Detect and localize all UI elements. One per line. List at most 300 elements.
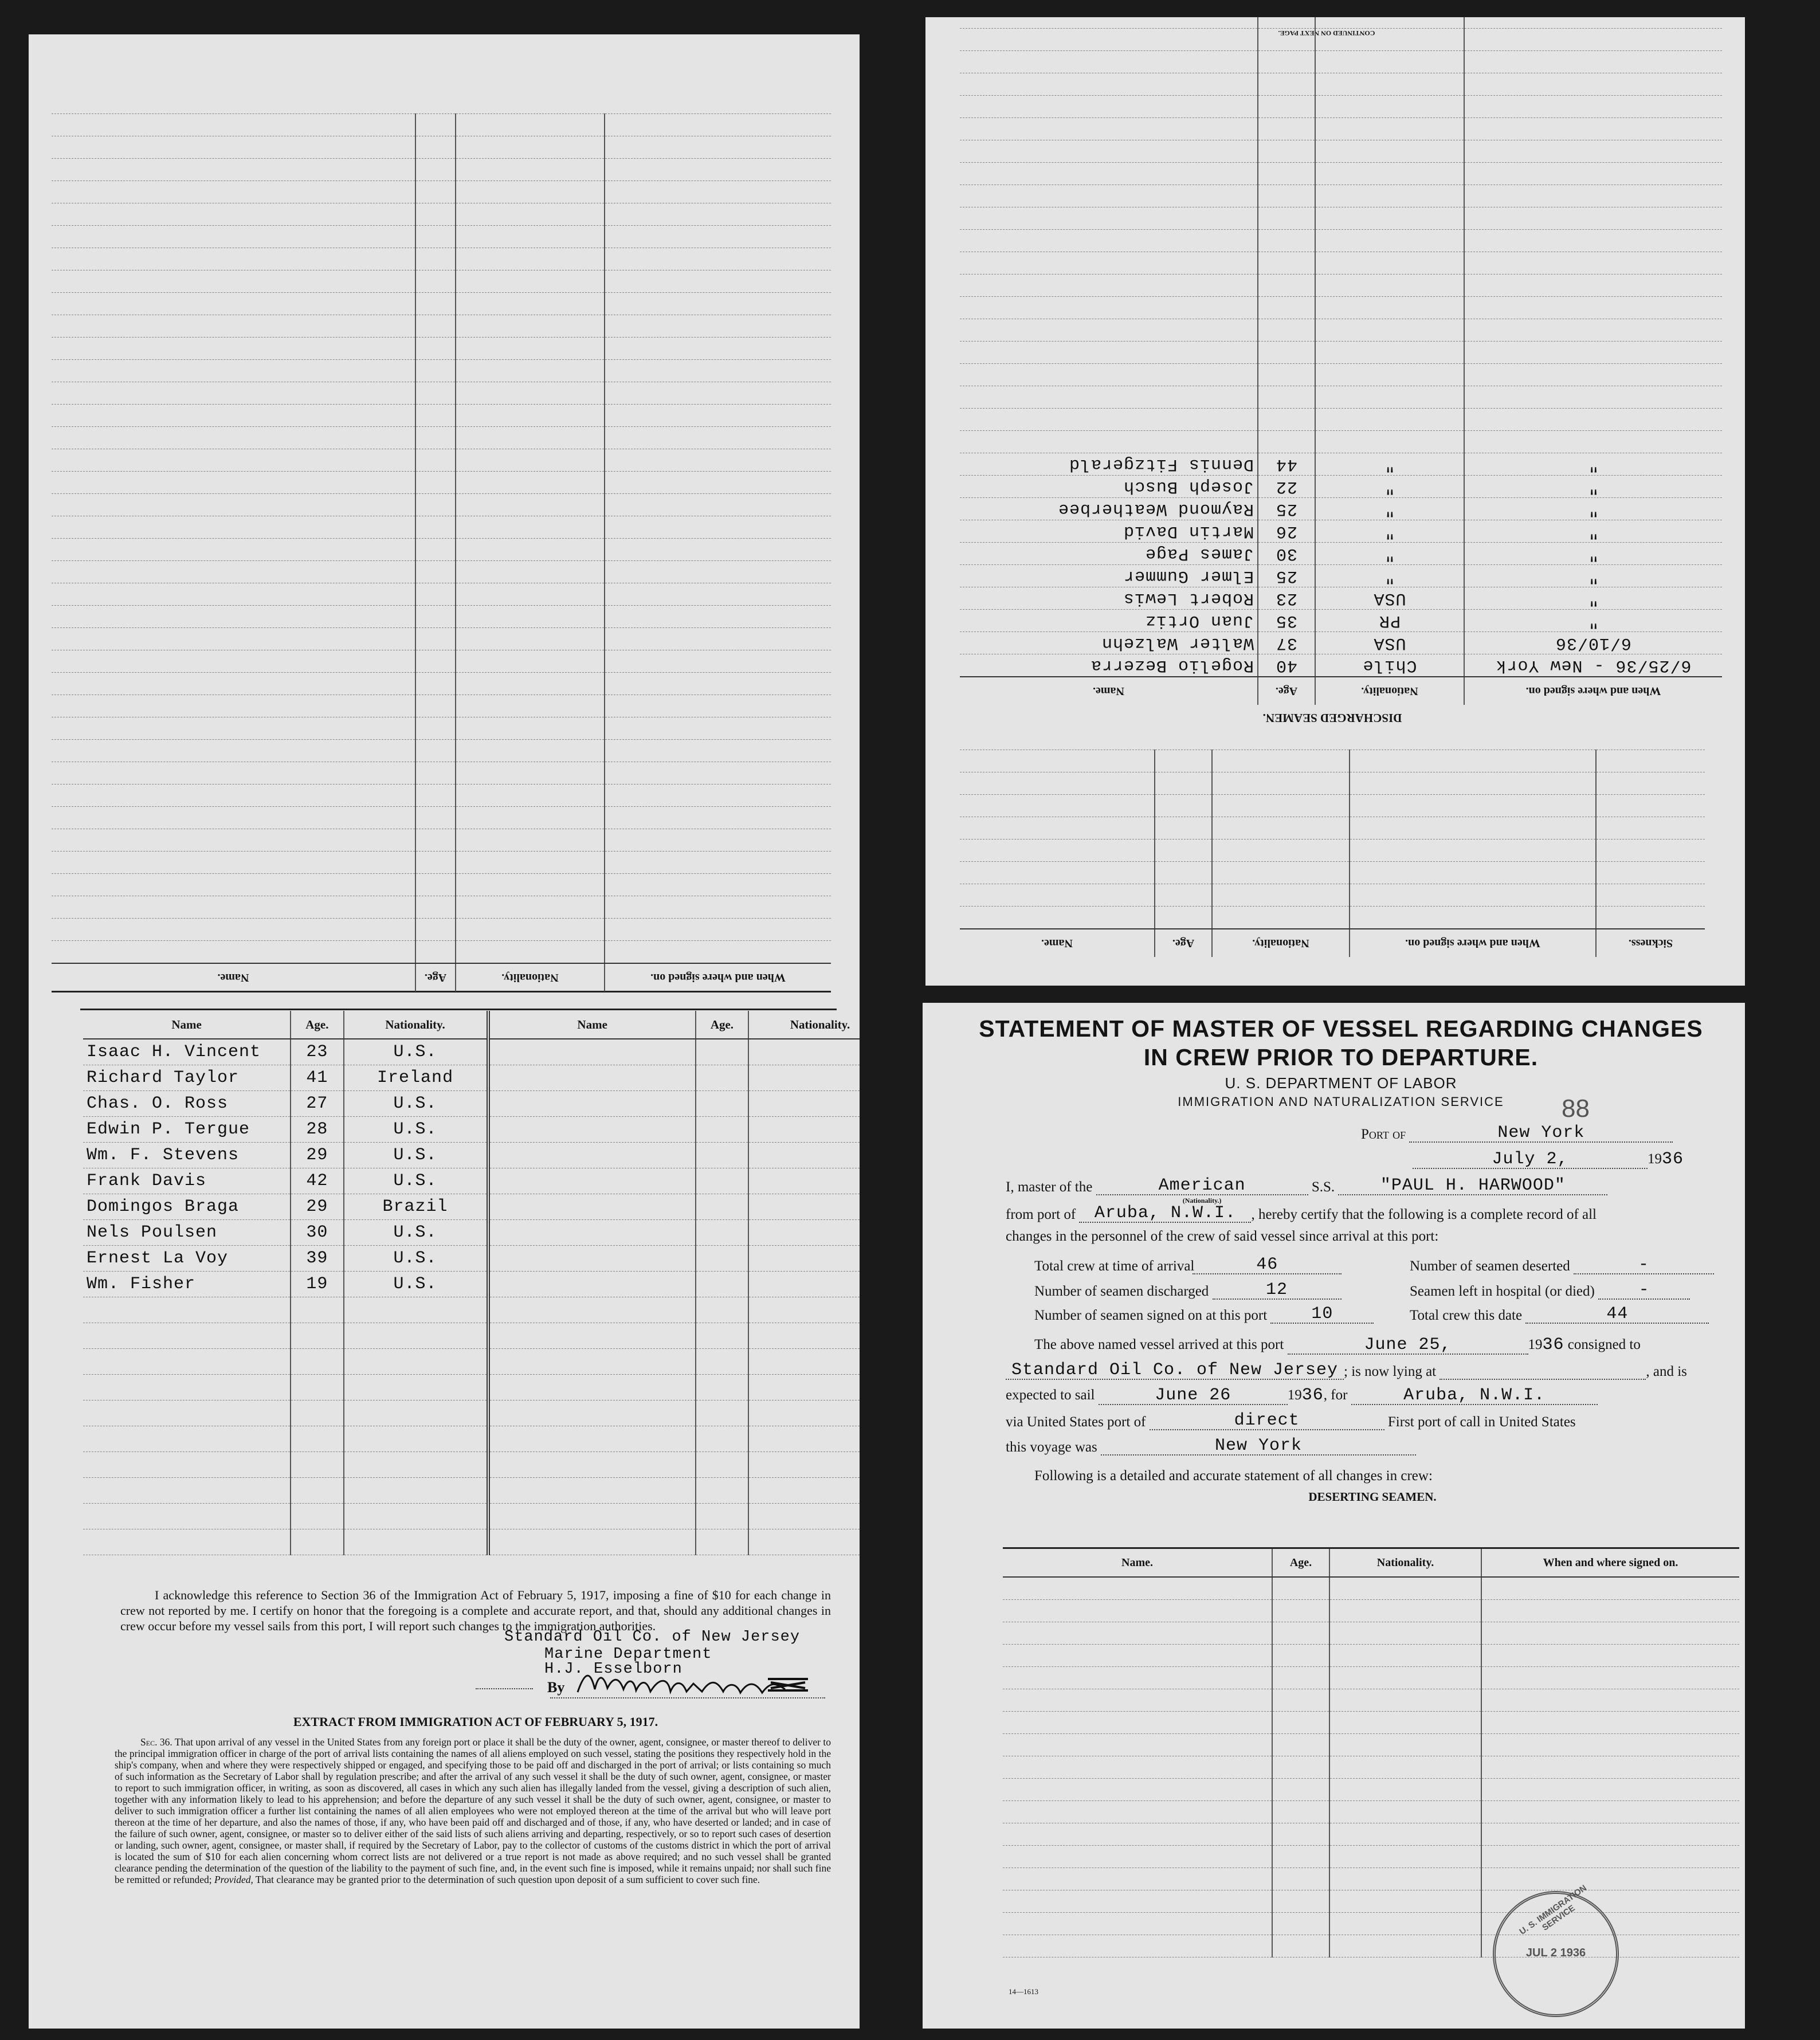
table-cell [415, 650, 456, 673]
table-row [52, 136, 831, 159]
table-row [960, 520, 1722, 543]
first-call-value: New York [1101, 1436, 1416, 1456]
table-cell [415, 226, 456, 248]
nationality-caption: (Nationality.) [1182, 1196, 1222, 1205]
table-cell [415, 740, 456, 762]
table-row [83, 1478, 860, 1504]
table-cell [456, 516, 605, 539]
table-cell [456, 315, 605, 338]
nationality-value: American [1096, 1176, 1308, 1195]
table-row [1003, 1890, 1739, 1913]
table-cell [1481, 1801, 1739, 1823]
table-row [52, 382, 831, 405]
table-cell [52, 874, 415, 896]
deserted-line [1410, 1255, 1714, 1274]
table-cell [1272, 1801, 1329, 1823]
table-cell [415, 494, 456, 516]
table-cell [1212, 862, 1350, 884]
table-cell [696, 1400, 748, 1426]
table-cell [1464, 118, 1722, 140]
table-row [83, 1426, 860, 1452]
cell-signed: 6/25/36 - New York [1464, 654, 1722, 677]
table-cell [488, 1452, 696, 1478]
cell-signed: " [1464, 587, 1722, 610]
table-cell [52, 606, 415, 628]
immigration-stamp [1493, 1883, 1619, 2017]
cell-nationality: Ireland [344, 1065, 488, 1091]
cell-name: James Page [960, 543, 1258, 565]
table-cell [1464, 319, 1722, 342]
cell-nationality: " [1315, 453, 1464, 476]
signed-value: 10 [1270, 1304, 1374, 1324]
table-row [52, 159, 831, 181]
table-cell [1464, 96, 1722, 118]
cell-signed: " [1464, 476, 1722, 498]
master-line [1006, 1176, 1607, 1205]
table-cell [1003, 1712, 1272, 1734]
table-cell [960, 185, 1258, 207]
table-cell [1155, 795, 1212, 817]
table-cell [415, 248, 456, 270]
department-heading: U. S. DEPARTMENT OF LABOR [1225, 1074, 1457, 1092]
table-cell [605, 852, 831, 874]
table-row [960, 565, 1722, 587]
continued-note: CONTINUED ON NEXT PAGE. [1278, 29, 1375, 37]
table-row [960, 498, 1722, 520]
table-cell [415, 919, 456, 941]
table-cell [344, 1426, 488, 1452]
table-cell [605, 650, 831, 673]
table-cell [1315, 163, 1464, 185]
cell-age: 23 [291, 1039, 343, 1065]
table-cell [696, 1091, 748, 1117]
acknowledgement-text: I acknowledge this reference to Section 36 of the Immigration Act of February 5, 1917, imposing a fine of $10 for each change in crew not reported by me. I certify on honor that the foregoing is a complete and accurate report, and that, should any additional changes in crew occur before my vessel sails from this port, I will report such changes to the immigration authorities. [120, 1588, 831, 1633]
table-cell [960, 319, 1258, 342]
table-cell [415, 628, 456, 650]
table-row [960, 795, 1705, 817]
table-cell [344, 1452, 488, 1478]
table-cell [605, 606, 831, 628]
table-cell [1464, 29, 1722, 51]
table-row [52, 270, 831, 293]
table-cell [52, 248, 415, 270]
table-cell [52, 449, 415, 472]
total-arrival-value: 46 [1193, 1255, 1342, 1274]
table-cell [1258, 274, 1315, 297]
table-cell [605, 203, 831, 226]
table-cell [52, 181, 415, 203]
table-cell [605, 494, 831, 516]
extract-body [115, 1736, 831, 1885]
table-cell [696, 1194, 748, 1220]
table-row [52, 315, 831, 338]
table-cell [52, 427, 415, 449]
form-title [968, 1014, 1713, 1072]
cell-name: Walter Walzehn [960, 632, 1258, 654]
table-row [52, 807, 831, 829]
table-cell [1315, 230, 1464, 252]
table-cell [1315, 140, 1464, 163]
table-cell [1272, 1600, 1329, 1622]
table-cell [1329, 1846, 1481, 1868]
table-cell [52, 539, 415, 561]
table-cell [1003, 1600, 1272, 1622]
cell-age: 29 [291, 1194, 343, 1220]
table-cell [960, 862, 1155, 884]
table-cell [415, 673, 456, 695]
table-cell [1272, 1890, 1329, 1913]
table-cell [748, 1117, 860, 1143]
col-header-name: Name [83, 1011, 291, 1039]
table-cell [696, 1349, 748, 1375]
table-cell [456, 226, 605, 248]
table-cell [748, 1349, 860, 1375]
table-cell [488, 1349, 696, 1375]
cell-age: 39 [291, 1246, 343, 1272]
via-label: via United States port of [1006, 1414, 1146, 1430]
table-cell [1212, 772, 1350, 795]
cell-age: 22 [1258, 476, 1315, 498]
table-cell [605, 270, 831, 293]
company-name: Standard Oil Co. of New Jersey [504, 1629, 801, 1646]
table-cell [605, 338, 831, 360]
table-row [83, 1143, 860, 1168]
table-cell [1481, 1756, 1739, 1779]
expected-label: expected to sail [1006, 1387, 1095, 1403]
extract-title: EXTRACT FROM IMMIGRATION ACT OF FEBRUARY 5, 1917. [293, 1715, 658, 1729]
table-cell [83, 1297, 291, 1323]
table-row [52, 650, 831, 673]
table-cell [456, 919, 605, 941]
table-cell [456, 203, 605, 226]
cell-age: 23 [1258, 587, 1315, 610]
table-cell [1481, 1667, 1739, 1689]
table-cell [1003, 1868, 1272, 1890]
cell-signed: " [1464, 520, 1722, 543]
table-row [83, 1272, 860, 1297]
table-cell [696, 1375, 748, 1400]
table-row [1003, 1868, 1739, 1890]
table-cell [1155, 884, 1212, 907]
table-cell [960, 29, 1258, 51]
table-cell [748, 1504, 860, 1529]
table-row [52, 114, 831, 136]
cell-nationality: Brazil [344, 1194, 488, 1220]
table-row [960, 342, 1722, 364]
table-row [52, 293, 831, 315]
table-cell [291, 1349, 343, 1375]
col-header-signed: When and where signed on. [605, 963, 831, 991]
table-cell [1155, 839, 1212, 862]
table-cell [344, 1400, 488, 1426]
table-cell [488, 1039, 696, 1065]
table-cell [1003, 1734, 1272, 1756]
table-cell [52, 583, 415, 606]
vessel-name: "PAUL H. HARWOOD" [1338, 1176, 1607, 1195]
table-cell [1155, 907, 1212, 929]
table-cell [1315, 29, 1464, 51]
table-cell [52, 673, 415, 695]
sick-table [960, 750, 1705, 957]
table-row [83, 1039, 860, 1065]
table-cell [1272, 1756, 1329, 1779]
table-row [83, 1375, 860, 1400]
cell-age: 25 [1258, 565, 1315, 587]
cell-name: Martin David [960, 520, 1258, 543]
table-cell [52, 382, 415, 405]
cell-nationality: U.S. [344, 1168, 488, 1194]
table-cell [1481, 1600, 1739, 1622]
table-row [52, 896, 831, 919]
table-cell [605, 181, 831, 203]
table-cell [696, 1143, 748, 1168]
table-cell [605, 583, 831, 606]
table-row [83, 1117, 860, 1143]
table-row [960, 750, 1705, 772]
cell-name: Ernest La Voy [83, 1246, 291, 1272]
table-cell [1258, 118, 1315, 140]
table-row [960, 654, 1722, 677]
table-cell [415, 360, 456, 382]
table-row [83, 1246, 860, 1272]
from-port: Aruba, N.W.I. [1079, 1203, 1251, 1223]
table-cell [1258, 185, 1315, 207]
table-cell [1464, 185, 1722, 207]
table-cell [748, 1400, 860, 1426]
cell-name: Juan Ortiz [960, 610, 1258, 632]
table-cell [696, 1478, 748, 1504]
cell-age: 30 [291, 1220, 343, 1246]
cell-nationality: U.S. [344, 1143, 488, 1168]
table-row [960, 319, 1722, 342]
statement-form [923, 1003, 1745, 2029]
table-cell [748, 1039, 860, 1065]
table-cell [605, 472, 831, 494]
table-cell [1258, 17, 1315, 29]
discharged-line [1034, 1280, 1342, 1300]
table-cell [1272, 1667, 1329, 1689]
table-row [960, 839, 1705, 862]
table-cell [1464, 297, 1722, 319]
table-cell [1315, 409, 1464, 431]
col-header-age: Age. [1258, 677, 1315, 705]
cell-age: 42 [291, 1168, 343, 1194]
table-cell [415, 516, 456, 539]
table-cell [1315, 96, 1464, 118]
table-row [52, 449, 831, 472]
and-is-label: , and is [1646, 1364, 1687, 1379]
extract-text: That upon arrival of any vessel in the United States from any foreign port or place it shall be the duty of the owner, agent, consignee, or master thereof to deliver to the principal immigration officer in charge of the port of arrival lists containing the names of all aliens employed on such vessel, stating the positions they respectively hold in the ship's company, when and where they were respectively shipped or engaged, and specifying those to be paid off and discharged in the port of arrival; or lists containing so much of such information as the Secretary of Labor shall by regulation prescribe; and after the arrival of any such vessel it shall be the duty of such owner, agent, consignee, or master to report to such immigration officer, in writing, as soon as discovered, all cases in which any such alien has illegally landed from the vessel, giving a description of such alien, together with any information likely to lead to his apprehension; and before the departure of any such vessel it shall be the duty of such owner, agent, consignee, or master to deliver to such immigration officer a further list containing the names of all alien employees who were not employed thereon at the time of the arrival but who will leave port thereon at the time of her departure, and also the names of those, if any, who have been paid off and discharged and of those, if any, who have deserted or landed; and in case of the failure of such owner, agent, consignee, or master so to deliver either of the said lists of such aliens arriving and departing, respectively, or so to report such cases of desertion or landing, such owner, agent, consignee, or master shall, if required by the Secretary of Labor, pay to the collector of customs of the customs district in which the port of arrival is located the sum of $10 for each alien concerning whom correct lists are not delivered or a true report is not made as above required; and no such vessel shall be granted clearance pending the determination of the question of the liability to the payment of such fine, and, in the event such fine is imposed, while it remains unpaid; nor shall such fine be remitted or refunded; [115, 1736, 831, 1885]
table-cell [52, 852, 415, 874]
table-cell [696, 1297, 748, 1323]
table-cell [52, 941, 415, 964]
table-cell [1315, 51, 1464, 73]
deserting-table [1003, 1549, 1739, 1957]
table-cell [52, 516, 415, 539]
table-cell [1596, 862, 1705, 884]
table-cell [1003, 1577, 1272, 1600]
cell-age: 25 [1258, 498, 1315, 520]
table-cell [1464, 386, 1722, 409]
table-cell [1003, 1667, 1272, 1689]
table-cell [1258, 140, 1315, 163]
table-cell [456, 539, 605, 561]
sail-year-prefix: 19 [1287, 1387, 1302, 1403]
table-cell [1350, 907, 1596, 929]
table-cell [415, 695, 456, 717]
table-row [960, 632, 1722, 654]
table-cell [1350, 817, 1596, 839]
ss-label: S.S. [1311, 1179, 1335, 1195]
table-row [52, 561, 831, 583]
table-row [1003, 1600, 1739, 1622]
table-cell [456, 784, 605, 807]
table-row [960, 163, 1722, 185]
cell-age: 30 [1258, 543, 1315, 565]
table-cell [605, 226, 831, 248]
voyage-line [1006, 1436, 1416, 1456]
table-cell [748, 1065, 860, 1091]
cell-signed: " [1464, 610, 1722, 632]
cell-nationality: PR [1315, 610, 1464, 632]
table-row [83, 1529, 860, 1555]
table-cell [1464, 252, 1722, 274]
table-cell [456, 561, 605, 583]
table-cell [1464, 409, 1722, 431]
table-cell [1155, 817, 1212, 839]
table-cell [1329, 1689, 1481, 1712]
consignee-value: Standard Oil Co. of New Jersey [1006, 1360, 1344, 1380]
arrived-line [1034, 1335, 1641, 1355]
table-row [52, 405, 831, 427]
table-cell [1481, 1779, 1739, 1801]
cell-nationality: " [1315, 476, 1464, 498]
table-cell [1596, 795, 1705, 817]
table-cell [748, 1272, 860, 1297]
table-cell [1155, 750, 1212, 772]
cell-name: Wm. F. Stevens [83, 1143, 291, 1168]
table-cell [1315, 118, 1464, 140]
table-cell [960, 118, 1258, 140]
table-cell [960, 297, 1258, 319]
table-cell [456, 650, 605, 673]
discharged-table [960, 17, 1722, 705]
table-cell [488, 1194, 696, 1220]
table-row [52, 516, 831, 539]
table-cell [960, 795, 1155, 817]
table-cell [1329, 1622, 1481, 1645]
table-cell [1315, 386, 1464, 409]
table-cell [456, 472, 605, 494]
table-cell [1258, 364, 1315, 386]
col-header-age: Age. [415, 963, 456, 991]
date-value: July 2, [1413, 1150, 1648, 1169]
table-cell [415, 561, 456, 583]
table-cell [415, 583, 456, 606]
cell-age: 28 [291, 1117, 343, 1143]
table-cell [1212, 839, 1350, 862]
table-row [83, 1323, 860, 1349]
table-cell [696, 1065, 748, 1091]
table-row [52, 226, 831, 248]
table-cell [52, 740, 415, 762]
table-cell [415, 203, 456, 226]
table-cell [1272, 1689, 1329, 1712]
table-row [83, 1349, 860, 1375]
table-cell [1481, 1734, 1739, 1756]
table-cell [456, 583, 605, 606]
table-cell [1258, 73, 1315, 96]
table-cell [605, 941, 831, 964]
table-row [960, 29, 1722, 51]
table-row [52, 673, 831, 695]
table-cell [415, 181, 456, 203]
table-cell [1258, 386, 1315, 409]
table-cell [1258, 342, 1315, 364]
table-cell [605, 896, 831, 919]
table-cell [960, 342, 1258, 364]
table-cell [605, 114, 831, 136]
table-cell [1003, 1756, 1272, 1779]
table-cell [960, 884, 1155, 907]
table-cell [1329, 1734, 1481, 1756]
table-cell [1315, 185, 1464, 207]
deserted-label: Number of seamen deserted [1410, 1258, 1570, 1274]
table-cell [52, 494, 415, 516]
table-cell [960, 364, 1258, 386]
table-cell [605, 360, 831, 382]
table-row [960, 817, 1705, 839]
table-cell [1272, 1779, 1329, 1801]
col-header-nationality: Nationality. [456, 963, 605, 991]
table-cell [415, 382, 456, 405]
table-cell [1003, 1645, 1272, 1667]
table-row [1003, 1622, 1739, 1645]
table-cell [456, 405, 605, 427]
table-row [1003, 1734, 1739, 1756]
table-cell [696, 1426, 748, 1452]
table-row [52, 248, 831, 270]
table-row [1003, 1779, 1739, 1801]
port-label: Port of [1361, 1127, 1406, 1142]
table-cell [52, 405, 415, 427]
table-cell [52, 360, 415, 382]
cell-age: 35 [1258, 610, 1315, 632]
table-row [52, 181, 831, 203]
table-row [52, 606, 831, 628]
table-cell [748, 1426, 860, 1452]
lying-value [1439, 1360, 1646, 1380]
cell-nationality: USA [1315, 587, 1464, 610]
cell-name: Domingos Braga [83, 1194, 291, 1220]
table-cell [52, 472, 415, 494]
table-cell [1272, 1734, 1329, 1756]
table-cell [1155, 772, 1212, 795]
table-cell [291, 1297, 343, 1323]
table-cell [83, 1426, 291, 1452]
table-cell [605, 382, 831, 405]
table-cell [1155, 862, 1212, 884]
table-cell [1596, 772, 1705, 795]
table-cell [960, 207, 1258, 230]
table-cell [83, 1375, 291, 1400]
table-cell [52, 896, 415, 919]
cell-age: 27 [291, 1091, 343, 1117]
cell-nationality: U.S. [344, 1220, 488, 1246]
table-cell [748, 1375, 860, 1400]
table-cell [1596, 907, 1705, 929]
table-cell [1212, 795, 1350, 817]
